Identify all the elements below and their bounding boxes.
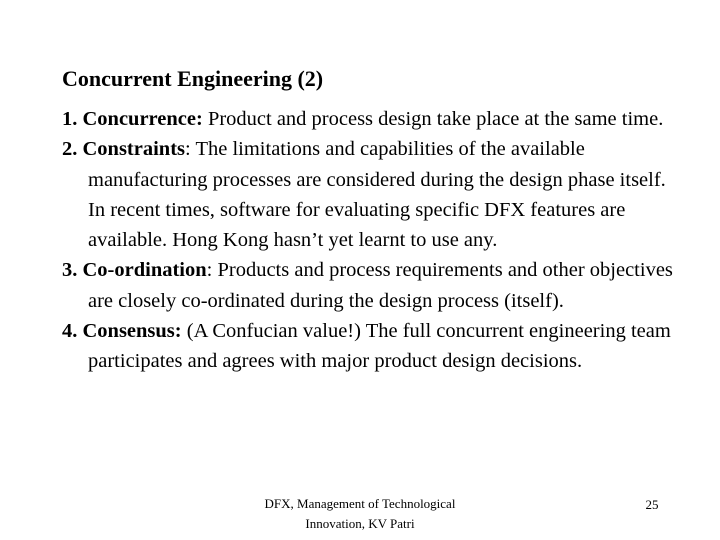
point-term: Constraints [82, 138, 186, 161]
point-term: Co-ordination [82, 259, 207, 282]
point-number: 2. [62, 138, 78, 161]
point-text: : The limitations and capabilities of the available manufacturing processes are considered during the design phase itself. In recent times, software for evaluating specific DFX features are available. Hong Kong hasn’t yet learnt to use any. [88, 138, 666, 252]
point-term: Concurrence: [82, 108, 203, 130]
footer-source [230, 494, 490, 534]
point-number: 4. [62, 320, 78, 343]
point-text: Product and process design take place at the same time. [207, 108, 664, 130]
point-concurrence [62, 104, 682, 134]
point-number: 3. [62, 259, 78, 282]
slide-title: Concurrent Engineering (2) [62, 66, 324, 91]
point-consensus [62, 316, 682, 377]
point-text: (A Confucian value!) The full concurrent engineering team participates and agrees with major product design decisions. [88, 320, 671, 373]
point-term: Consensus: [82, 320, 182, 343]
page-number: 25 [645, 497, 659, 512]
point-coordination [62, 255, 682, 316]
points-list [62, 104, 682, 377]
point-text: : Products and process requirements and other objectives are closely co-ordinated during the design process (itself). [88, 259, 673, 312]
footer-source-line-1: DFX, Management of Technological [264, 496, 456, 511]
point-constraints [62, 134, 682, 255]
footer-source-line-2: Innovation, KV Patri [305, 516, 415, 531]
point-number: 1. [62, 108, 78, 130]
